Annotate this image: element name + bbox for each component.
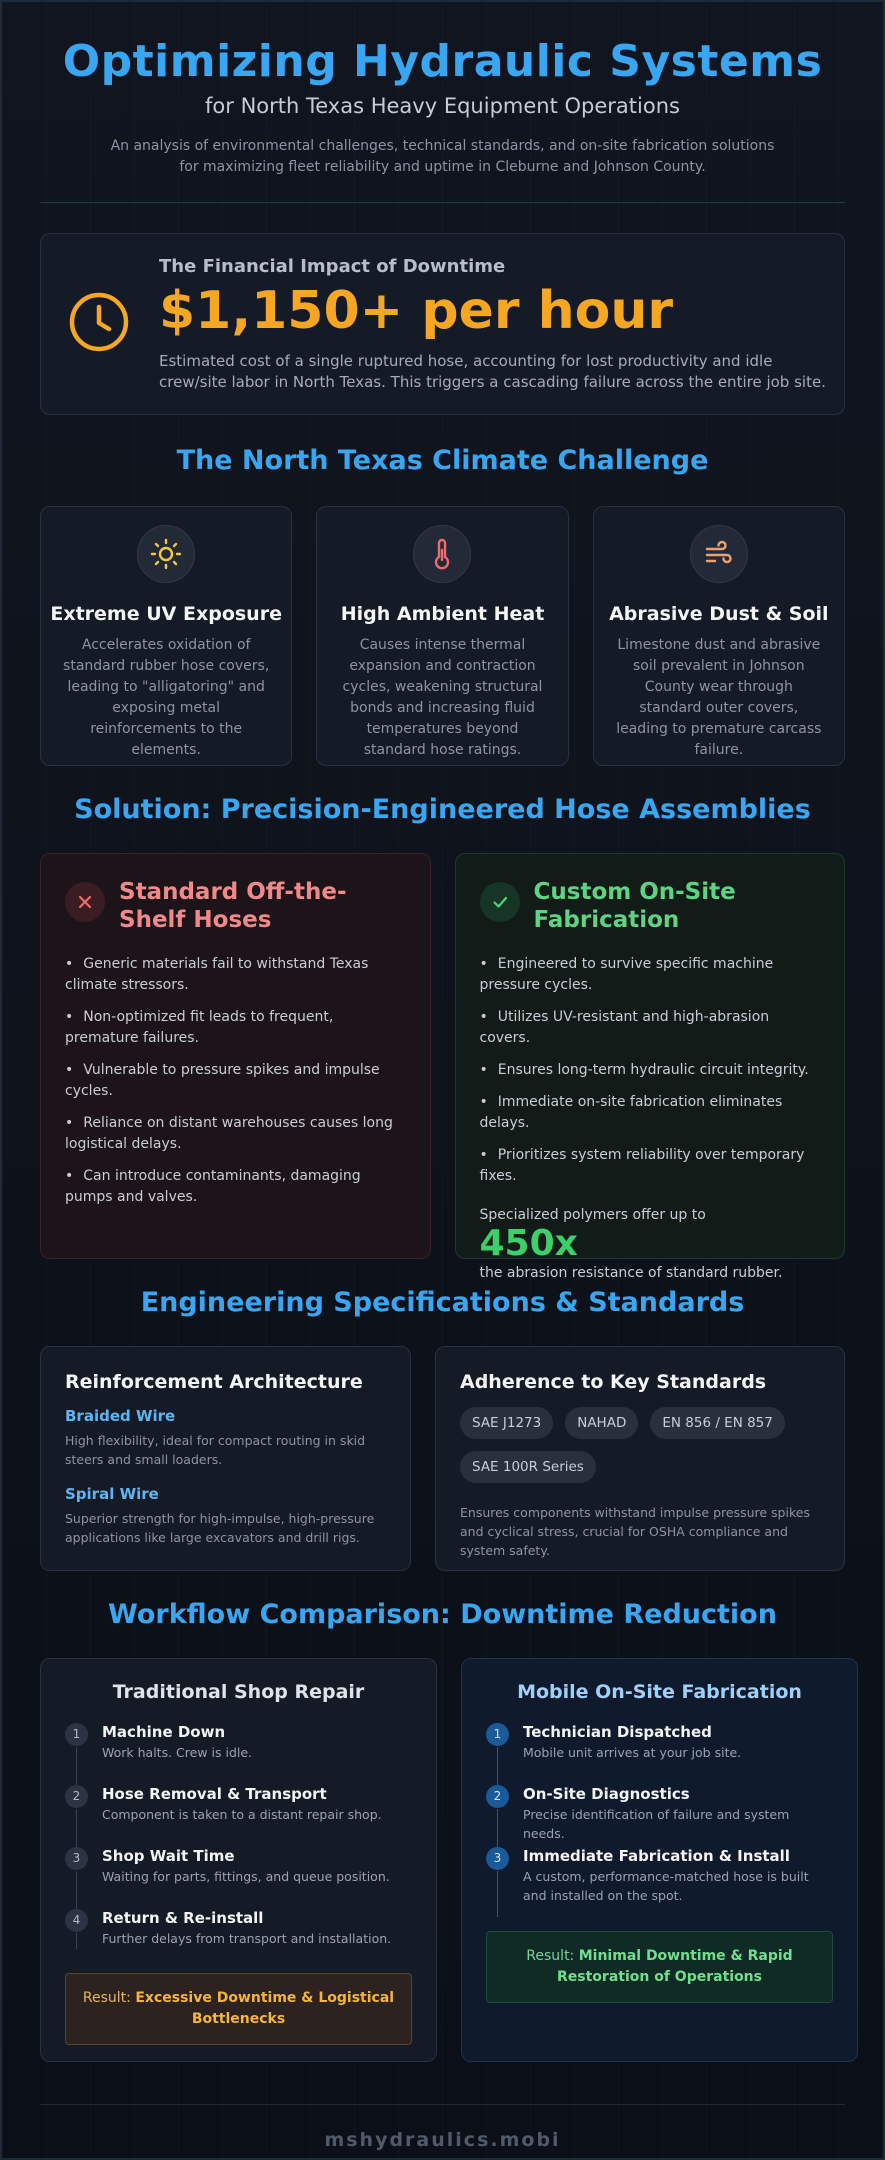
abrasion-stat-subtext: the abrasion resistance of standard rubber. — [479, 1265, 783, 1281]
standard-chip: SAE J1273 — [460, 1407, 553, 1439]
step-number: 1 — [486, 1723, 509, 1746]
result-text: Excessive Downtime & Logistical Bottlenecks — [135, 1990, 395, 2027]
downtime-cost-card — [40, 233, 845, 415]
footer-divider — [40, 2104, 845, 2105]
step-description: Mobile unit arrives at your job site. — [523, 1745, 742, 1760]
check-icon — [480, 882, 520, 922]
thermometer-icon — [413, 525, 471, 583]
solution-section-title: Solution: Precision-Engineered Hose Assemblies — [74, 794, 811, 825]
step-connector — [76, 1871, 77, 1909]
standard-chip: NAHAD — [565, 1407, 638, 1439]
workflow-step — [65, 1723, 412, 1785]
downtime-description: Estimated cost of a single ruptured hose, accounting for lost productivity and idle crew/site labor in North Texas. This triggers a cascading failure across the entire job site. — [159, 351, 826, 391]
list-item: • Prioritizes system reliability over temporary fixes. — [480, 1145, 821, 1187]
sun-icon — [137, 525, 195, 583]
clock-icon — [67, 290, 131, 358]
mobile-steps — [486, 1723, 833, 1931]
reinforcement-card — [40, 1346, 411, 1571]
climate-card-dust — [593, 506, 845, 766]
specs-section-title: Engineering Specifications & Standards — [140, 1287, 745, 1318]
climate-card-heat — [316, 506, 568, 766]
header-divider — [40, 202, 845, 203]
workflow-step — [486, 1785, 833, 1847]
list-item: • Can introduce contaminants, damaging pumps and valves. — [65, 1166, 406, 1208]
standards-title: Adherence to Key Standards — [460, 1371, 767, 1393]
standard-hoses-title: Standard Off-the-Shelf Hoses — [119, 879, 347, 933]
workflow-step — [486, 1847, 833, 1931]
specs-cards — [40, 1346, 845, 1571]
page-title: Optimizing Hydraulic Systems — [62, 36, 823, 87]
climate-card-uv — [40, 506, 292, 766]
list-item: • Generic materials fail to withstand Texas climate stressors. — [65, 954, 406, 996]
mobile-fabrication-title: Mobile On-Site Fabrication — [517, 1681, 802, 1703]
climate-card-description: Limestone dust and abrasive soil prevalent in Johnson County wear through standard outer covers, leading to premature carcass failure. — [616, 637, 822, 758]
result-prefix: Result: — [526, 1948, 575, 1964]
step-connector — [497, 1871, 498, 1917]
abrasion-stat-label: Specialized polymers offer up to — [479, 1207, 706, 1223]
standards-description: Ensures components withstand impulse pressure spikes and cyclical stress, crucial for OSHA compliance and system safety. — [460, 1505, 810, 1558]
footer-site: mshydraulics.mobi — [324, 2129, 561, 2151]
workflow-step — [486, 1723, 833, 1785]
step-description: Further delays from transport and installation. — [102, 1931, 392, 1946]
standard-chip: EN 856 / EN 857 — [650, 1407, 785, 1439]
custom-fabrication-list — [480, 954, 821, 1187]
step-number: 2 — [486, 1785, 509, 1808]
traditional-repair-card — [40, 1658, 437, 2062]
standards-chips — [460, 1407, 820, 1483]
standard-hoses-list — [65, 954, 406, 1208]
x-icon — [65, 882, 105, 922]
downtime-label: The Financial Impact of Downtime — [159, 255, 506, 277]
mobile-fabrication-card — [461, 1658, 858, 2062]
step-connector — [76, 1933, 77, 1949]
mobile-result — [486, 1931, 833, 2003]
standards-card — [435, 1346, 845, 1571]
step-description: A custom, performance-matched hose is built and installed on the spot. — [523, 1869, 809, 1903]
step-title: Machine Down — [102, 1723, 226, 1741]
climate-card-description: Accelerates oxidation of standard rubber hose covers, leading to "alligatoring" and exposing metal reinforcements to the elements. — [63, 637, 270, 758]
reinforcement-title: Reinforcement Architecture — [65, 1371, 363, 1393]
step-number: 1 — [65, 1723, 88, 1746]
step-connector — [497, 1747, 498, 1785]
page-subtitle: for North Texas Heavy Equipment Operations — [205, 94, 680, 118]
solution-comparison — [40, 853, 845, 1281]
step-number: 4 — [65, 1909, 88, 1932]
step-connector — [76, 1747, 77, 1785]
step-description: Waiting for parts, fittings, and queue position. — [102, 1869, 390, 1884]
custom-fabrication-title: Custom On-Site Fabrication — [533, 879, 736, 933]
step-connector — [76, 1809, 77, 1847]
traditional-steps — [65, 1723, 412, 1971]
list-item: • Non-optimized fit leads to frequent, premature failures. — [65, 1007, 406, 1049]
step-description: Precise identification of failure and system needs. — [523, 1807, 790, 1841]
list-item: • Vulnerable to pressure spikes and impulse cycles. — [65, 1060, 406, 1102]
spiral-wire-description: Superior strength for high-impulse, high-pressure applications like large excavators and drill rigs. — [65, 1511, 375, 1545]
traditional-repair-title: Traditional Shop Repair — [112, 1681, 365, 1703]
workflow-step — [65, 1785, 412, 1847]
workflow-step — [65, 1909, 412, 1971]
list-item: • Utilizes UV-resistant and high-abrasion covers. — [480, 1007, 821, 1049]
braided-wire-description: High flexibility, ideal for compact routing in skid steers and small loaders. — [65, 1433, 366, 1467]
wind-icon — [690, 525, 748, 583]
step-title: Return & Re-install — [102, 1909, 264, 1927]
step-number: 2 — [65, 1785, 88, 1808]
workflow-comparison — [40, 1658, 845, 2062]
step-title: On-Site Diagnostics — [523, 1785, 690, 1803]
list-item: • Immediate on-site fabrication eliminates delays. — [480, 1092, 821, 1134]
workflow-section-title: Workflow Comparison: Downtime Reduction — [108, 1599, 777, 1630]
result-text: Minimal Downtime & Rapid Restoration of Operations — [557, 1948, 793, 1985]
climate-card-title: Extreme UV Exposure — [50, 603, 282, 625]
downtime-value: $1,150+ per hour — [159, 280, 673, 341]
climate-card-title: Abrasive Dust & Soil — [609, 603, 829, 625]
list-item: • Ensures long-term hydraulic circuit integrity. — [480, 1060, 821, 1081]
step-connector — [497, 1809, 498, 1847]
intro-text: An analysis of environmental challenges, technical standards, and on-site fabrication solutions for maximizing fleet reliability and uptime in Cleburne and Johnson County. — [110, 138, 775, 175]
step-number: 3 — [486, 1847, 509, 1870]
step-title: Immediate Fabrication & Install — [523, 1847, 790, 1865]
list-item: • Reliance on distant warehouses causes long logistical delays. — [65, 1113, 406, 1155]
braided-wire-name: Braided Wire — [65, 1407, 176, 1425]
list-item: • Engineered to survive specific machine pressure cycles. — [480, 954, 821, 996]
step-title: Technician Dispatched — [523, 1723, 712, 1741]
result-prefix: Result: — [82, 1990, 131, 2006]
step-number: 3 — [65, 1847, 88, 1870]
workflow-step — [65, 1847, 412, 1909]
climate-card-title: High Ambient Heat — [340, 603, 545, 625]
climate-card-description: Causes intense thermal expansion and contraction cycles, weakening structural bonds and increasing fluid temperatures beyond standard hose ratings. — [342, 637, 543, 758]
standard-chip: SAE 100R Series — [460, 1451, 596, 1483]
standard-hoses-card — [40, 853, 431, 1259]
step-description: Work halts. Crew is idle. — [102, 1745, 253, 1760]
custom-fabrication-card — [455, 853, 846, 1281]
step-title: Shop Wait Time — [102, 1847, 235, 1865]
climate-section-title: The North Texas Climate Challenge — [176, 445, 709, 476]
header — [40, 2, 845, 178]
traditional-result — [65, 1973, 412, 2045]
step-description: Component is taken to a distant repair shop. — [102, 1807, 382, 1822]
spiral-wire-name: Spiral Wire — [65, 1485, 159, 1503]
climate-cards — [40, 506, 845, 766]
abrasion-stat-value: 450x — [479, 1223, 578, 1264]
step-title: Hose Removal & Transport — [102, 1785, 327, 1803]
